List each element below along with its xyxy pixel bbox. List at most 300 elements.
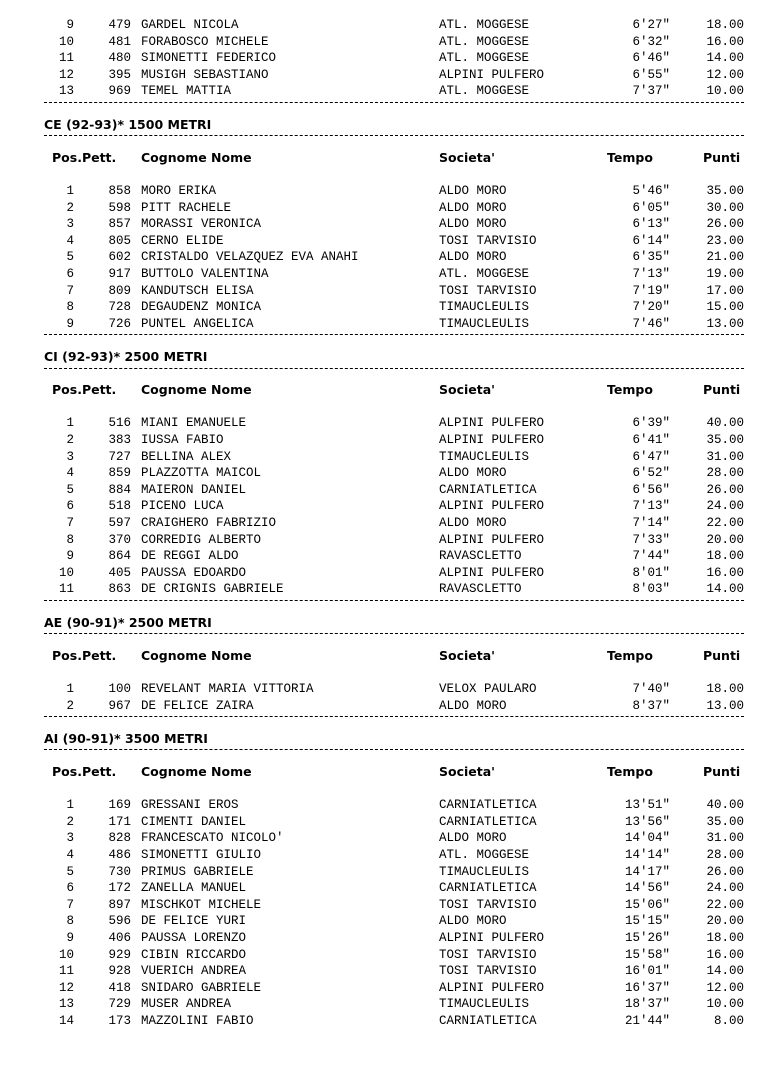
result-row: [0, 249, 780, 265]
position: 5: [66, 250, 74, 265]
section-title: [0, 349, 780, 365]
bib-number: 172: [108, 881, 131, 896]
points: 35.00: [706, 814, 744, 829]
result-row: [0, 930, 780, 946]
header-time: Tempo: [607, 382, 653, 398]
society: ALPINI PULFERO: [439, 532, 545, 547]
time: 6'52": [632, 466, 670, 481]
header-name: Cognome Nome: [141, 382, 252, 398]
position: 4: [66, 233, 74, 248]
bib-number: 597: [108, 516, 131, 530]
points: 12.00: [706, 67, 744, 82]
position: 7: [66, 516, 74, 530]
society: ATL. MOGGESE: [439, 34, 530, 49]
time: 15'26": [624, 931, 670, 945]
bib-number: 370: [108, 532, 131, 547]
athlete-name: CIMENTI DANIEL: [141, 814, 247, 829]
header-society: Societa': [439, 764, 495, 779]
result-row: [0, 996, 780, 1012]
result-row: [0, 963, 780, 979]
bib-number: 884: [108, 482, 131, 497]
athlete-name: PAUSSA LORENZO: [141, 931, 247, 945]
society: ALDO MORO: [439, 184, 507, 198]
position: 10: [58, 947, 74, 962]
header-society: Societa': [439, 149, 495, 165]
society: TIMAUCLEULIS: [439, 864, 530, 879]
header-points: Punti: [703, 382, 741, 398]
points: 17.00: [706, 283, 744, 298]
time: 6'14": [632, 233, 670, 248]
athlete-name: PITT RACHELE: [141, 200, 232, 215]
society: TOSI TARVISIO: [439, 283, 537, 298]
society: TOSI TARVISIO: [439, 947, 537, 962]
position: 2: [66, 698, 74, 713]
athlete-name: PLAZZOTTA MAICOL: [141, 466, 262, 481]
society: ALPINI PULFERO: [439, 416, 545, 431]
time: 15'15": [624, 914, 670, 929]
points: 26.00: [706, 482, 744, 497]
society: CARNIATLETICA: [439, 1014, 537, 1028]
society: ALDO MORO: [439, 516, 507, 530]
position: 5: [66, 864, 74, 879]
time: 14'56": [624, 881, 670, 896]
time: 7'44": [632, 549, 670, 564]
result-row: [0, 465, 780, 481]
athlete-name: MIANI EMANUELE: [141, 416, 247, 431]
result-row: [0, 415, 780, 431]
position: 10: [58, 565, 74, 580]
points: 13.00: [706, 316, 744, 331]
section-title-text: CE (92-93)* 1500 METRI: [44, 116, 212, 132]
result-row: [0, 266, 780, 282]
society: RAVASCLETTO: [439, 549, 522, 564]
athlete-name: MORASSI VERONICA: [141, 217, 262, 232]
result-row: [0, 299, 780, 315]
bib-number: 728: [108, 300, 131, 315]
section-title: [0, 615, 780, 631]
header-pos-pett: Pos.Pett.: [52, 764, 117, 779]
bib-number: 729: [108, 997, 131, 1012]
result-row: [0, 183, 780, 199]
athlete-name: FORABOSCO MICHELE: [141, 34, 269, 49]
result-row: [0, 233, 780, 249]
bib-number: 395: [108, 67, 131, 82]
athlete-name: MAIERON DANIEL: [141, 482, 247, 497]
time: 7'37": [632, 84, 670, 99]
position: 1: [66, 682, 74, 696]
time: 14'14": [624, 848, 670, 862]
athlete-name: BELLINA ALEX: [141, 449, 232, 464]
result-row: [0, 482, 780, 498]
bib-number: 480: [108, 51, 131, 66]
time: 16'37": [624, 980, 670, 995]
bib-number: 479: [108, 18, 131, 32]
bib-number: 897: [108, 897, 131, 912]
position: 2: [66, 814, 74, 829]
bib-number: 173: [108, 1014, 131, 1028]
points: 21.00: [706, 250, 744, 265]
result-row: [0, 698, 780, 714]
time: 7'13": [632, 499, 670, 514]
section-title: [0, 117, 780, 133]
athlete-name: DE REGGI ALDO: [141, 549, 239, 564]
bib-number: 858: [108, 184, 131, 198]
athlete-name: DEGAUDENZ MONICA: [141, 300, 262, 315]
athlete-name: ZANELLA MANUEL: [141, 881, 247, 896]
bib-number: 864: [108, 549, 131, 564]
society: CARNIATLETICA: [439, 482, 537, 497]
points: 24.00: [706, 499, 744, 514]
result-row: [0, 67, 780, 83]
bib-number: 805: [108, 233, 131, 248]
result-row: [0, 830, 780, 846]
section-title-text: CI (92-93)* 2500 METRI: [44, 349, 208, 364]
time: 6'35": [632, 250, 670, 265]
society: RAVASCLETTO: [439, 582, 522, 597]
athlete-name: MISCHKOT MICHELE: [141, 897, 262, 912]
position: 6: [66, 499, 74, 514]
time: 6'05": [632, 200, 670, 215]
society: ALPINI PULFERO: [439, 67, 545, 82]
points: 13.00: [706, 698, 744, 713]
position: 10: [58, 34, 74, 49]
athlete-name: PUNTEL ANGELICA: [141, 316, 254, 331]
society: ATL. MOGGESE: [439, 84, 530, 99]
bib-number: 100: [108, 682, 131, 696]
bib-number: 726: [108, 316, 131, 331]
position: 6: [66, 881, 74, 896]
position: 9: [66, 18, 74, 32]
result-row: [0, 880, 780, 896]
result-row: [0, 565, 780, 581]
society: ALDO MORO: [439, 217, 507, 232]
position: 1: [66, 416, 74, 431]
bib-number: 602: [108, 250, 131, 265]
athlete-name: MAZZOLINI FABIO: [141, 1014, 254, 1028]
dashed-divider: [44, 334, 744, 335]
athlete-name: MUSER ANDREA: [141, 997, 232, 1012]
result-row: [0, 947, 780, 963]
time: 21'44": [624, 1014, 670, 1028]
time: 16'01": [624, 964, 670, 979]
result-row: [0, 913, 780, 929]
athlete-name: FRANCESCATO NICOLO': [141, 831, 284, 846]
time: 15'06": [624, 897, 670, 912]
time: 6'56": [632, 482, 670, 497]
athlete-name: DE CRIGNIS GABRIELE: [141, 582, 284, 597]
column-header: [0, 764, 780, 780]
society: ATL. MOGGESE: [439, 51, 530, 66]
athlete-name: GARDEL NICOLA: [141, 18, 239, 32]
header-pos-pett: Pos.Pett.: [52, 382, 117, 398]
position: 1: [66, 798, 74, 813]
position: 11: [58, 582, 74, 597]
result-row: [0, 897, 780, 913]
header-time: Tempo: [607, 647, 653, 663]
position: 12: [58, 980, 74, 995]
society: CARNIATLETICA: [439, 814, 537, 829]
society: VELOX PAULARO: [439, 682, 537, 696]
bib-number: 969: [108, 84, 131, 99]
time: 6'55": [632, 67, 670, 82]
athlete-name: GRESSANI EROS: [141, 798, 239, 813]
time: 13'51": [624, 798, 670, 813]
header-name: Cognome Nome: [141, 647, 252, 663]
position: 13: [58, 84, 74, 99]
society: TIMAUCLEULIS: [439, 300, 530, 315]
time: 6'27": [632, 18, 670, 32]
athlete-name: CRAIGHERO FABRIZIO: [141, 516, 277, 530]
dashed-divider: [44, 716, 744, 717]
position: 5: [66, 482, 74, 497]
position: 9: [66, 549, 74, 564]
bib-number: 859: [108, 466, 131, 481]
society: ALDO MORO: [439, 200, 507, 215]
position: 8: [66, 300, 74, 315]
column-header: [0, 150, 780, 166]
time: 15'58": [624, 947, 670, 962]
points: 31.00: [706, 831, 744, 846]
position: 9: [66, 316, 74, 331]
athlete-name: PAUSSA EDOARDO: [141, 565, 247, 580]
points: 18.00: [706, 931, 744, 945]
points: 24.00: [706, 881, 744, 896]
athlete-name: MUSIGH SEBASTIANO: [141, 67, 269, 82]
time: 5'46": [632, 184, 670, 198]
bib-number: 406: [108, 931, 131, 945]
position: 2: [66, 200, 74, 215]
time: 8'01": [632, 565, 670, 580]
time: 14'04": [624, 831, 670, 846]
header-points: Punti: [703, 764, 741, 779]
position: 11: [58, 964, 74, 979]
society: ATL. MOGGESE: [439, 848, 530, 862]
points: 31.00: [706, 449, 744, 464]
athlete-name: CIBIN RICCARDO: [141, 947, 247, 962]
bib-number: 598: [108, 200, 131, 215]
society: ALDO MORO: [439, 698, 507, 713]
society: ALPINI PULFERO: [439, 931, 545, 945]
position: 1: [66, 184, 74, 198]
time: 6'13": [632, 217, 670, 232]
bib-number: 481: [108, 34, 131, 49]
dashed-divider: [44, 600, 744, 601]
points: 16.00: [706, 34, 744, 49]
result-row: [0, 847, 780, 863]
society: ALDO MORO: [439, 914, 507, 929]
result-row: [0, 449, 780, 465]
time: 7'20": [632, 300, 670, 315]
bib-number: 516: [108, 416, 131, 431]
athlete-name: DE FELICE ZAIRA: [141, 698, 254, 713]
athlete-name: CERNO ELIDE: [141, 233, 224, 248]
athlete-name: REVELANT MARIA VITTORIA: [141, 682, 314, 696]
points: 15.00: [706, 300, 744, 315]
header-time: Tempo: [607, 764, 653, 779]
society: ATL. MOGGESE: [439, 18, 530, 32]
athlete-name: CORREDIG ALBERTO: [141, 532, 262, 547]
header-society: Societa': [439, 647, 495, 663]
header-points: Punti: [703, 149, 741, 165]
athlete-name: PICENO LUCA: [141, 499, 224, 514]
society: TIMAUCLEULIS: [439, 449, 530, 464]
result-row: [0, 83, 780, 99]
position: 3: [66, 449, 74, 464]
header-points: Punti: [703, 647, 741, 663]
society: ALDO MORO: [439, 831, 507, 846]
points: 18.00: [706, 18, 744, 32]
points: 35.00: [706, 184, 744, 198]
result-row: [0, 498, 780, 514]
time: 13'56": [624, 814, 670, 829]
result-row: [0, 864, 780, 880]
section-title-text: AE (90-91)* 2500 METRI: [44, 614, 212, 630]
result-row: [0, 532, 780, 548]
bib-number: 967: [108, 698, 131, 713]
time: 6'32": [632, 34, 670, 49]
points: 22.00: [706, 897, 744, 912]
column-header: [0, 648, 780, 664]
header-time: Tempo: [607, 149, 653, 165]
points: 12.00: [706, 980, 744, 995]
time: 14'17": [624, 864, 670, 879]
bib-number: 857: [108, 217, 131, 232]
society: CARNIATLETICA: [439, 798, 537, 813]
position: 13: [58, 997, 74, 1012]
time: 8'03": [632, 582, 670, 597]
bib-number: 730: [108, 864, 131, 879]
athlete-name: SNIDARO GABRIELE: [141, 980, 262, 995]
points: 8.00: [713, 1014, 744, 1028]
points: 14.00: [706, 964, 744, 979]
position: 3: [66, 217, 74, 232]
header-pos-pett: Pos.Pett.: [52, 149, 117, 165]
position: 4: [66, 848, 74, 862]
points: 20.00: [706, 532, 744, 547]
athlete-name: SIMONETTI FEDERICO: [141, 51, 277, 66]
position: 8: [66, 532, 74, 547]
time: 7'46": [632, 316, 670, 331]
points: 18.00: [706, 682, 744, 696]
result-row: [0, 581, 780, 597]
points: 10.00: [706, 84, 744, 99]
points: 26.00: [706, 217, 744, 232]
bib-number: 486: [108, 848, 131, 862]
society: ALPINI PULFERO: [439, 565, 545, 580]
column-header: [0, 382, 780, 398]
result-row: [0, 980, 780, 996]
points: 26.00: [706, 864, 744, 879]
society: TIMAUCLEULIS: [439, 316, 530, 331]
position: 4: [66, 466, 74, 481]
position: 14: [58, 1014, 74, 1028]
points: 19.00: [706, 267, 744, 281]
athlete-name: SIMONETTI GIULIO: [141, 848, 262, 862]
time: 8'37": [632, 698, 670, 713]
points: 10.00: [706, 997, 744, 1012]
time: 6'47": [632, 449, 670, 464]
position: 6: [66, 267, 74, 281]
bib-number: 928: [108, 964, 131, 979]
time: 6'41": [632, 433, 670, 447]
points: 14.00: [706, 51, 744, 66]
points: 35.00: [706, 433, 744, 447]
bib-number: 418: [108, 980, 131, 995]
result-row: [0, 216, 780, 232]
result-row: [0, 797, 780, 813]
time: 7'14": [632, 516, 670, 530]
points: 23.00: [706, 233, 744, 248]
athlete-name: MORO ERIKA: [141, 184, 217, 198]
points: 22.00: [706, 516, 744, 530]
time: 7'40": [632, 682, 670, 696]
bib-number: 169: [108, 798, 131, 813]
result-row: [0, 515, 780, 531]
bib-number: 518: [108, 499, 131, 514]
bib-number: 863: [108, 582, 131, 597]
points: 16.00: [706, 565, 744, 580]
bib-number: 929: [108, 947, 131, 962]
society: TOSI TARVISIO: [439, 233, 537, 248]
points: 14.00: [706, 582, 744, 597]
bib-number: 727: [108, 449, 131, 464]
time: 18'37": [624, 997, 670, 1012]
points: 40.00: [706, 416, 744, 431]
position: 7: [66, 283, 74, 298]
dashed-divider: [44, 135, 744, 136]
bib-number: 383: [108, 433, 131, 447]
society: TIMAUCLEULIS: [439, 997, 530, 1012]
athlete-name: PRIMUS GABRIELE: [141, 864, 254, 879]
bib-number: 828: [108, 831, 131, 846]
position: 11: [58, 51, 74, 66]
bib-number: 596: [108, 914, 131, 929]
position: 3: [66, 831, 74, 846]
time: 7'33": [632, 532, 670, 547]
bib-number: 171: [108, 814, 131, 829]
result-row: [0, 17, 780, 33]
time: 7'13": [632, 267, 670, 281]
bib-number: 917: [108, 267, 131, 281]
points: 28.00: [706, 848, 744, 862]
position: 9: [66, 931, 74, 945]
athlete-name: BUTTOLO VALENTINA: [141, 267, 269, 281]
athlete-name: TEMEL MATTIA: [141, 84, 232, 99]
athlete-name: DE FELICE YURI: [141, 914, 247, 929]
society: ALPINI PULFERO: [439, 980, 545, 995]
time: 6'46": [632, 51, 670, 66]
dashed-divider: [44, 368, 744, 369]
bib-number: 405: [108, 565, 131, 580]
society: ATL. MOGGESE: [439, 267, 530, 281]
society: ALDO MORO: [439, 466, 507, 481]
points: 16.00: [706, 947, 744, 962]
header-name: Cognome Nome: [141, 764, 252, 779]
header-pos-pett: Pos.Pett.: [52, 647, 117, 663]
points: 18.00: [706, 549, 744, 564]
header-society: Societa': [439, 382, 495, 398]
position: 2: [66, 433, 74, 447]
society: CARNIATLETICA: [439, 881, 537, 896]
points: 28.00: [706, 466, 744, 481]
athlete-name: CRISTALDO VELAZQUEZ EVA ANAHI: [141, 250, 359, 265]
athlete-name: KANDUTSCH ELISA: [141, 283, 254, 298]
result-row: [0, 283, 780, 299]
result-row: [0, 34, 780, 50]
dashed-divider: [44, 749, 744, 750]
bib-number: 809: [108, 283, 131, 298]
result-row: [0, 50, 780, 66]
